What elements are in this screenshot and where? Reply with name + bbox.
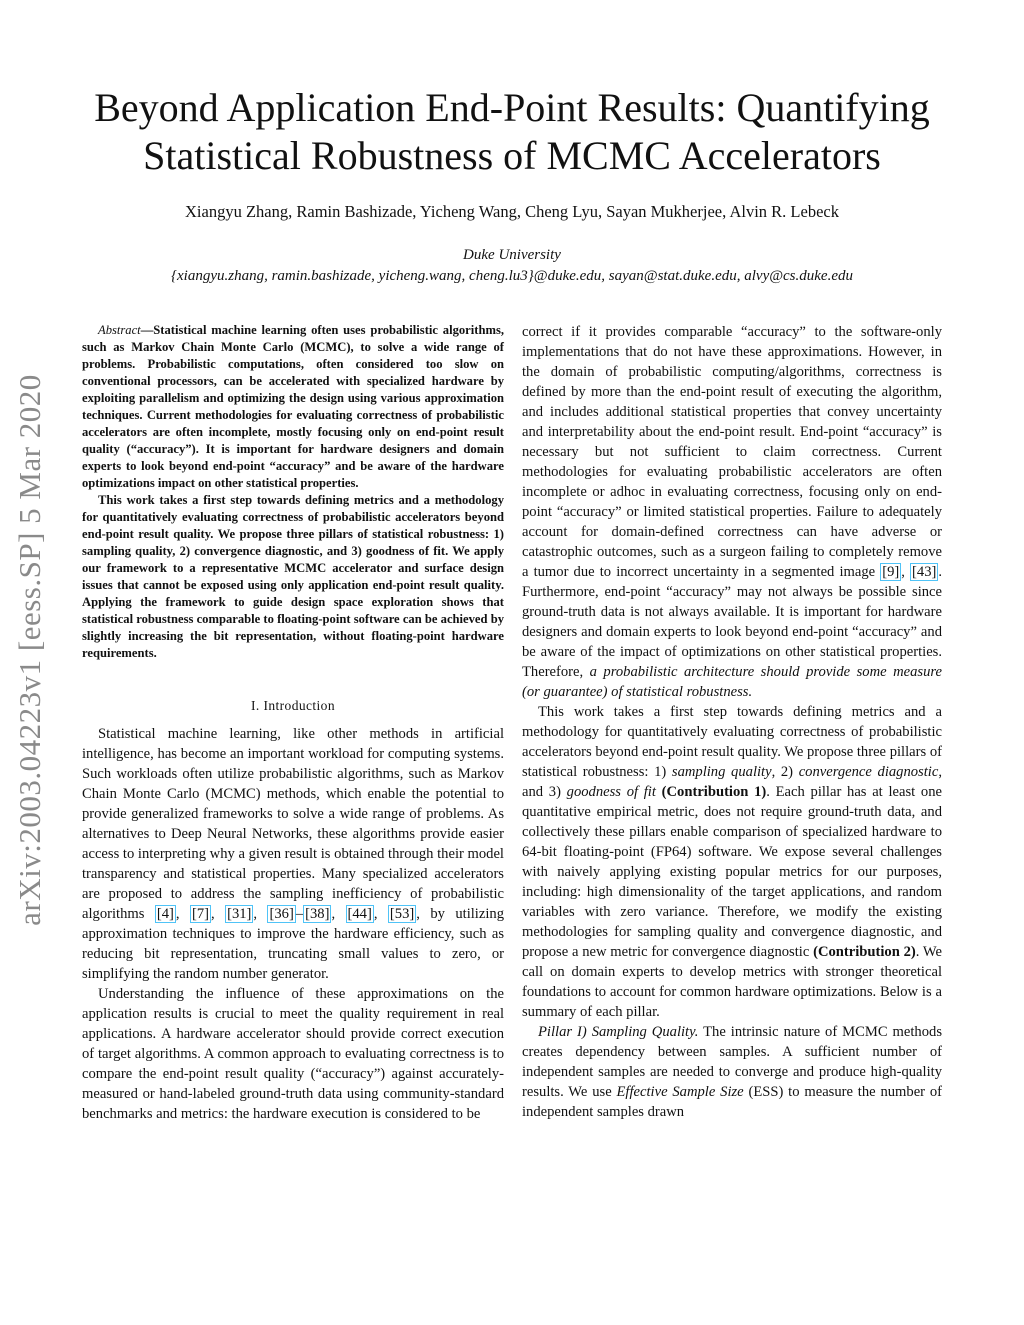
abstract-text-1: —Statistical machine learning often uses probabilistic algorithms, such as Markov Chain Monte Carlo (MCMC), to solve a wide range of problems. Probabilistic computations, often considered too slow on conventional processors, can be accelerated with specialized hardware by exploiting parallelism and optimizing the design using various approximation techniques. Current methodologies for evaluating correctness of probabilistic accelerators are often incomplete, mostly focusing only on end-point result quality (“accuracy”). It is important for hardware designers and domain experts to look beyond end-point “accuracy” and be aware of the hardware optimizations impact on other statistical properties. [82, 323, 504, 490]
affiliation: Duke University [463, 247, 561, 263]
abstract-label: Abstract [98, 323, 141, 337]
title-line-2: Statistical Robustness of MCMC Accelerators [143, 133, 881, 178]
citation-link[interactable]: [31] [227, 906, 252, 922]
left-column [82, 322, 504, 1124]
emphasis-text: a probabilistic architecture should provide some measure (or guarantee) of statistical robustness. [522, 664, 942, 700]
section-heading-introduction: I. Introduction [251, 698, 335, 713]
contribution-label: (Contribution 1) [661, 784, 767, 800]
right-column [522, 322, 942, 1122]
citation-link[interactable]: [9] [882, 564, 900, 580]
arxiv-identifier-text: arXiv:2003.04223v1 [eess.SP] 5 Mar 2020 [12, 374, 47, 926]
email-list: {xiangyu.zhang, ramin.bashizade, yicheng.wang, cheng.lu3}@duke.edu, sayan@stat.duke.edu, alvy@cs.duke.edu [171, 268, 853, 284]
intro-paragraph-2: Understanding the influence of these approximations on the application results is crucial to meet the quality requirement in real applications. A hardware accelerator should provide correct execution of target algorithms. A common approach to evaluating correctness is to compare the end-point result quality (“accuracy”) against accurately-measured or hand-labeled ground-truth data using community-standard benchmarks and metrics: the hardware execution is considered to be [82, 986, 504, 1122]
affiliation-block [60, 245, 964, 287]
citation-link[interactable]: [44] [347, 906, 372, 922]
citation-link[interactable]: [7] [191, 906, 209, 922]
pillar-heading: Pillar I) Sampling Quality. [538, 1024, 699, 1040]
contribution-label: (Contribution 2) [813, 944, 916, 960]
title-line-1: Beyond Application End-Point Results: Quantifying [94, 85, 930, 130]
citation-link[interactable]: [43] [912, 564, 937, 580]
abstract-paragraph-1 [82, 322, 504, 492]
right-paragraph-3: Pillar I) Sampling Quality. The intrinsic nature of MCMC methods creates dependency between samples. A sufficient number of independent samples are needed to converge and produce high-quality results. We use Effective Sample Size (ESS) to measure the number of independent samples drawn [522, 1024, 943, 1120]
author-list: Xiangyu Zhang, Ramin Bashizade, Yicheng Wang, Cheng Lyu, Sayan Mukherjee, Alvin R. Lebeck [185, 202, 839, 221]
right-paragraph-1: correct if it provides comparable “accuracy” to the software-only implementations that do not have these approximations. However, in the domain of probabilistic computing/algorithms, correctness is defined by more than the end-point result of executing the algorithm, and includes additional statistical properties that convey uncertainty and interpretability about the end-point result. End-point “accuracy” is necessary but not sufficient to claim correctness. Current methodologies for evaluating probabilistic accelerators are often incomplete or adhoc in evaluating correctness, focusing only on end-point “accuracy” or limited statistical properties. Failure to adequately account for domain-defined correctness can have adverse or catastrophic outcomes, such as a surgeon failing to completely remove a tumor due to incorrect uncertainty in a segmented image [9] , [43] . Furthermore, end-point “accuracy” may not always be possible since ground-truth data is not always available. It is important for hardware designers and domain experts to look beyond end-point “accuracy” and be aware of the impact of optimizations on other statistical properties. Therefore, a probabilistic architecture should provide some measure (or guarantee) of statistical robustness. [522, 324, 943, 700]
citation-link[interactable]: [38] [305, 906, 330, 922]
intro-paragraph-1: Statistical machine learning, like other methods in artificial intelligence, has become an important workload for computing systems. Such workloads often utilize probabilistic algorithms, such as Markov Chain Monte Carlo (MCMC) methods, which enable the potential to provide generalized frameworks to solve a wide range of problems. As alternatives to Deep Neural Networks, these algorithms provide easier access to interpreting why a given result is obtained through their model transparency and statistical properties. Many specialized accelerators are proposed to address the sampling inefficiency of probabilistic algorithms [4] , [7] , [31] , [36] – [38] , [44] , [53] , by utilizing approximation techniques to improve the hardware efficiency, such as reducing bit representation, truncating small values to zero, or simplifying the random number generator. [82, 726, 504, 982]
paper-title [60, 84, 964, 180]
abstract [82, 322, 504, 662]
citation-link[interactable]: [53] [389, 906, 415, 922]
citation-link[interactable]: [4] [156, 906, 174, 922]
citation-link[interactable]: [36] [269, 906, 294, 922]
abstract-paragraph-2: This work takes a first step towards defining metrics and a methodology for quantitatively evaluating correctness of probabilistic accelerators beyond end-point result quality. We propose three pillars of statistical robustness: 1) sampling quality, 2) convergence diagnostic, and 3) goodness of fit. We apply our framework to a representative MCMC accelerator and surface design issues that cannot be exposed using only application end-point result quality. Applying the framework to guide design space exploration shows that statistical robustness comparable to floating-point software can be achieved by slightly increasing the bit representation, without floating-point hardware requirements. [82, 493, 504, 660]
arxiv-identifier [4, 340, 56, 960]
right-paragraph-2: This work takes a first step towards defining metrics and a methodology for quantitatively evaluating correctness of probabilistic accelerators beyond end-point result quality. We propose three pillars of statistical robustness: 1) sampling quality, 2) convergence diagnostic, and 3) goodness of fit (Contribution 1). Each pillar has at least one quantitative empirical metric, does not require ground-truth data, and collectively these pillars enable comparison of specialized hardware to 64-bit floating-point (FP64) software. We expose several challenges with naively applying existing popular metrics for our purposes, including: high dimensionality of the target applications, and random variables with zero variance. Therefore, we modify the existing methodologies for sampling quality and convergence diagnostic, and propose a new metric for convergence diagnostic (Contribution 2). We call on domain experts to develop metrics with stronger theoretical foundations to account for common hardware optimizations. Below is a summary of each pillar. [522, 704, 942, 1020]
